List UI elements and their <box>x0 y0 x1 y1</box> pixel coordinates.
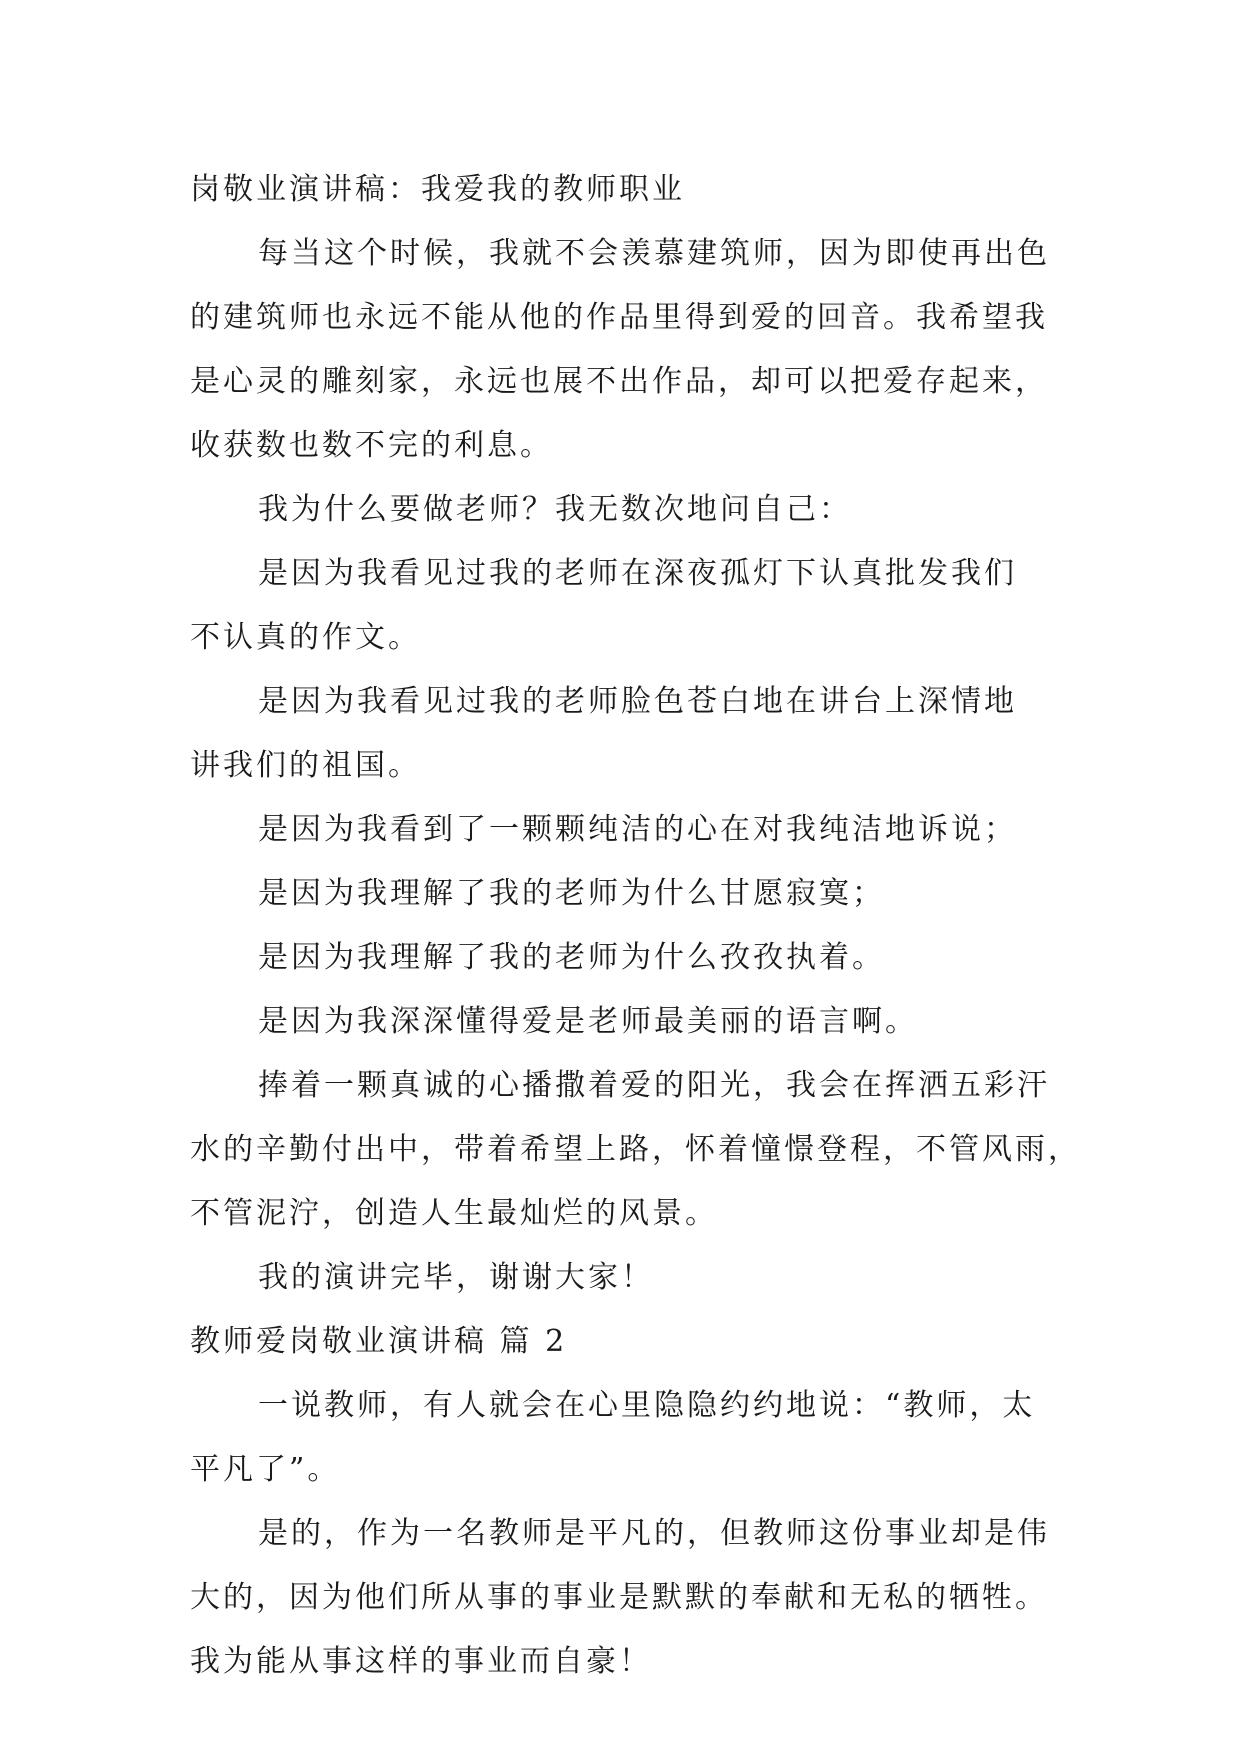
text-line: 我的演讲完毕，谢谢大家！ <box>258 1260 654 1295</box>
text-line: 一说教师，有人就会在心里隐隐约约地说：“教师，太 <box>258 1388 1036 1423</box>
text-line: 是的，作为一名教师是平凡的，但教师这份事业却是伟 <box>258 1516 1050 1551</box>
text-line: 是因为我理解了我的老师为什么孜孜执着。 <box>258 940 885 975</box>
text-line: 是因为我看见过我的老师脸色苍白地在讲台上深情地 <box>258 684 1017 719</box>
text-line: 不管泥泞，创造人生最灿烂的风景。 <box>190 1196 718 1231</box>
text-line: 大的，因为他们所从事的事业是默默的奉献和无私的牺牲。 <box>190 1580 1048 1615</box>
text-line: 不认真的作文。 <box>190 620 421 655</box>
text-line: 水的辛勤付出中，带着希望上路，怀着憧憬登程，不管风雨， <box>190 1132 1081 1167</box>
text-line: 讲我们的祖国。 <box>190 748 421 783</box>
text-line: 我为能从事这样的事业而自豪！ <box>190 1644 652 1679</box>
text-line: 岗敬业演讲稿：我爱我的教师职业 <box>190 172 685 207</box>
text-line: 收获数也数不完的利息。 <box>190 428 553 463</box>
text-line: 是因为我看见过我的老师在深夜孤灯下认真批发我们 <box>258 556 1017 591</box>
text-line: 是因为我理解了我的老师为什么甘愿寂寞； <box>258 876 885 911</box>
text-line: 平凡了”。 <box>190 1452 341 1487</box>
text-line: 捧着一颗真诚的心播撒着爱的阳光，我会在挥洒五彩汗 <box>258 1068 1050 1103</box>
text-line: 每当这个时候，我就不会羡慕建筑师，因为即使再出色 <box>258 236 1050 271</box>
text-line: 是因为我看到了一颗颗纯洁的心在对我纯洁地诉说； <box>258 812 1017 847</box>
text-line: 的建筑师也永远不能从他的作品里得到爱的回音。我希望我 <box>190 300 1048 335</box>
text-line: 我为什么要做老师？我无数次地问自己： <box>258 492 852 527</box>
text-line: 是因为我深深懂得爱是老师最美丽的语言啊。 <box>258 1004 918 1039</box>
text-line: 是心灵的雕刻家，永远也展不出作品，却可以把爱存起来， <box>190 364 1048 399</box>
document-body <box>190 158 1081 1694</box>
text-line: 教师爱岗敬业演讲稿 篇 2 <box>190 1324 568 1359</box>
